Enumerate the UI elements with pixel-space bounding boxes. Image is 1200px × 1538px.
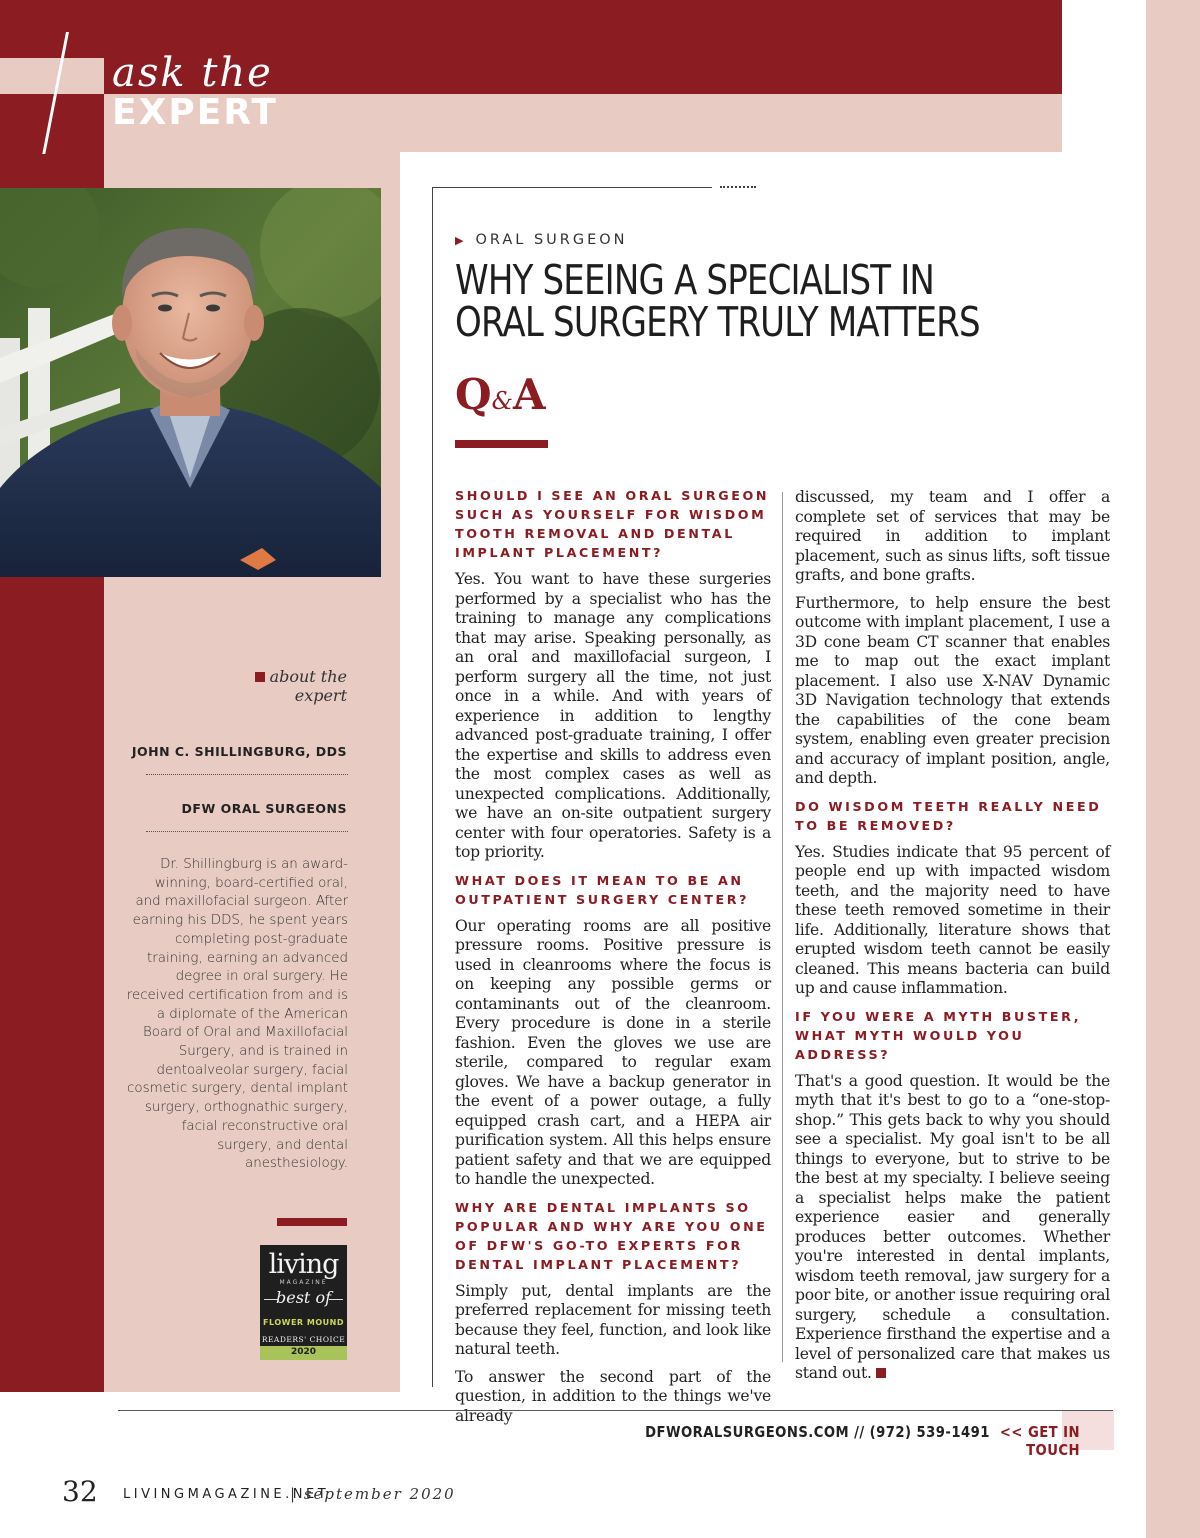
magazine-website[interactable]: LIVINGMAGAZINE.NET <box>123 1487 330 1502</box>
right-margin-band <box>1146 0 1200 1538</box>
about-label-text: about the expert <box>269 667 347 705</box>
question-heading: IF YOU WERE A MYTH BUSTER, WHAT MYTH WOULD YOU ADDRESS? <box>795 1008 1082 1062</box>
answer-paragraph: Our operating rooms are all positive pressure rooms. Positive pressure is used in cleanrooms where the focus is on keeping any possible germs or contaminants out of the cleanroom. Every procedure is done in a sterile fashion. Even the gloves we use are sterile, compared to regular exam gloves. We have a backup generator in the event of a power outage, a fully equipped crash cart, and a HEPA air purification system. All this helps ensure patient safety and that we are equipped to handle the unexpected. <box>455 916 771 1188</box>
article-category <box>455 232 628 248</box>
expert-bio: Dr. Shillingburg is an award-winning, board-certified oral, and maxillofacial surgeon. After earning his DDS, he spent years completing post-graduate training, earning an advanced degree in oral surgery. He received certification from and is a diplomate of the American Board of Oral and Maxillofacial Surgery, and is trained in dentoalveolar surgery, facial cosmetic surgery, dental implant surgery, orthognathic surgery, facial reconstructive oral surgery, and dental anesthesiology. <box>126 857 348 1172</box>
end-mark-icon <box>876 1368 886 1378</box>
expert-name: JOHN C. SHILLINGBURG, DDS <box>131 744 347 759</box>
contact-info[interactable]: DFWORALSURGEONS.COM // (972) 539-1491 <box>645 1423 990 1441</box>
badge-award: READERS' CHOICE <box>261 1335 346 1344</box>
article-column-left <box>455 486 771 1434</box>
accent-bar <box>277 1218 347 1226</box>
qa-q: Q <box>455 370 492 419</box>
badge-brand-sub: MAGAZINE <box>279 1279 328 1286</box>
article-frame-dots <box>720 186 756 188</box>
badge-best-of: best of <box>276 1288 331 1307</box>
answer-paragraph: discussed, my team and I offer a complete set of services that may be required in addition to implant placement, such as sinus lifts, soft tissue grafts, and bone grafts. <box>795 488 1110 584</box>
about-the-expert-label <box>200 667 347 705</box>
section-title-bold: EXPERT <box>112 92 278 133</box>
answer-paragraph: Simply put, dental implants are the preferred replacement for missing teeth because they feel, function, and look like natural teeth. <box>455 1281 771 1358</box>
article-headline <box>455 256 986 346</box>
headline-line: ORAL SURGERY TRULY MATTERS <box>455 298 980 346</box>
badge-year: 2020 <box>290 1347 317 1357</box>
footer-rule <box>118 1410 1113 1411</box>
column-divider <box>782 492 783 1362</box>
answer-text: That's a good question. It would be the myth that it's best to go to a “one-stop-shop.” This gets back to why you should see a specialist. My goal isn't to be all things to everyone, but to strive to be the best at my specialty. I believe seeing a specialist helps make the patient experience easier and generally produces better outcomes. Whether you're interested in dental implants, wisdom teeth removal, jaw surgery for a poor bite, or another issue requiring oral surgery, schedule a consultation. Experience firsthand the expertise and a level of personalized care that makes us stand out. <box>795 1071 1110 1382</box>
question-heading: WHAT DOES IT MEAN TO BE AN OUTPATIENT SURGERY CENTER? <box>455 872 750 907</box>
bullet-square-icon <box>255 672 265 682</box>
dotted-divider <box>146 774 348 775</box>
qa-ampersand: & <box>491 387 513 415</box>
qa-a: A <box>512 370 546 419</box>
qa-logo <box>455 370 546 419</box>
expert-portrait <box>0 188 381 577</box>
dotted-divider <box>146 831 348 832</box>
question-heading: DO WISDOM TEETH REALLY NEED TO BE REMOVED? <box>795 798 1102 833</box>
question-heading: SHOULD I SEE AN ORAL SURGEON SUCH AS YOURSELF FOR WISDOM TOOTH REMOVAL AND DENTAL IMPLANT PLACEMENT? <box>455 488 770 560</box>
badge-town: FLOWER MOUND <box>263 1318 344 1327</box>
issue-date: | september 2020 <box>290 1485 456 1503</box>
headline-line: WHY SEEING A SPECIALIST IN <box>455 256 935 304</box>
article-frame-rule <box>432 187 433 1387</box>
header-accent-band <box>0 58 104 94</box>
answer-paragraph: To answer the second part of the question, in addition to the things we've already <box>455 1367 771 1425</box>
page-number: 32 <box>62 1475 98 1508</box>
section-title-script: ask the <box>112 50 273 96</box>
triangle-right-icon: ▶ <box>455 234 464 247</box>
answer-paragraph-final <box>795 1072 1110 1384</box>
badge-brand-logo: living <box>268 1249 339 1280</box>
article-column-right <box>795 488 1110 1392</box>
footer-contact <box>622 1423 1080 1459</box>
practice-name: DFW ORAL SURGEONS <box>181 801 347 816</box>
accent-bar <box>455 440 548 448</box>
answer-paragraph: Yes. You want to have these surgeries performed by a specialist who has the training to manage any complications that may arise. Speaking personally, as an oral and maxillofacial surgeon, I perform surgery all the time, not just once in a while. And with years of experience in addition to lengthy advanced post-graduate training, I offer the expertise and skills to address even the most complex cases as well as unexpected complications. Additionally, we have an on-site outpatient surgery center with four operatories. Safety is a top priority. <box>455 570 771 861</box>
get-in-touch-link[interactable]: << GET IN TOUCH <box>999 1423 1080 1459</box>
article-frame-rule <box>432 187 712 188</box>
question-heading: WHY ARE DENTAL IMPLANTS SO POPULAR AND WHY ARE YOU ONE OF DFW'S GO-TO EXPERTS FOR DENTAL IMPLANT PLACEMENT? <box>455 1199 768 1272</box>
answer-paragraph: Furthermore, to help ensure the best outcome with implant placement, I use a 3D cone beam CT scanner that enables me to map out the exact implant placement. I also use X-NAV Dynamic 3D Navigation technology that extends the capabilities of the cone beam system, enabling even greater precision and accuracy of implant position, angle, and depth. <box>795 593 1110 787</box>
answer-paragraph: Yes. Studies indicate that 95 percent of people end up with impacted wisdom teeth, and the majority need to have these teeth removed sometime in their life. Additionally, literature shows that erupted wisdom teeth cannot be easily cleaned. This means bacteria can build up and cause inflammation. <box>795 842 1110 997</box>
category-label: ORAL SURGEON <box>475 232 628 248</box>
